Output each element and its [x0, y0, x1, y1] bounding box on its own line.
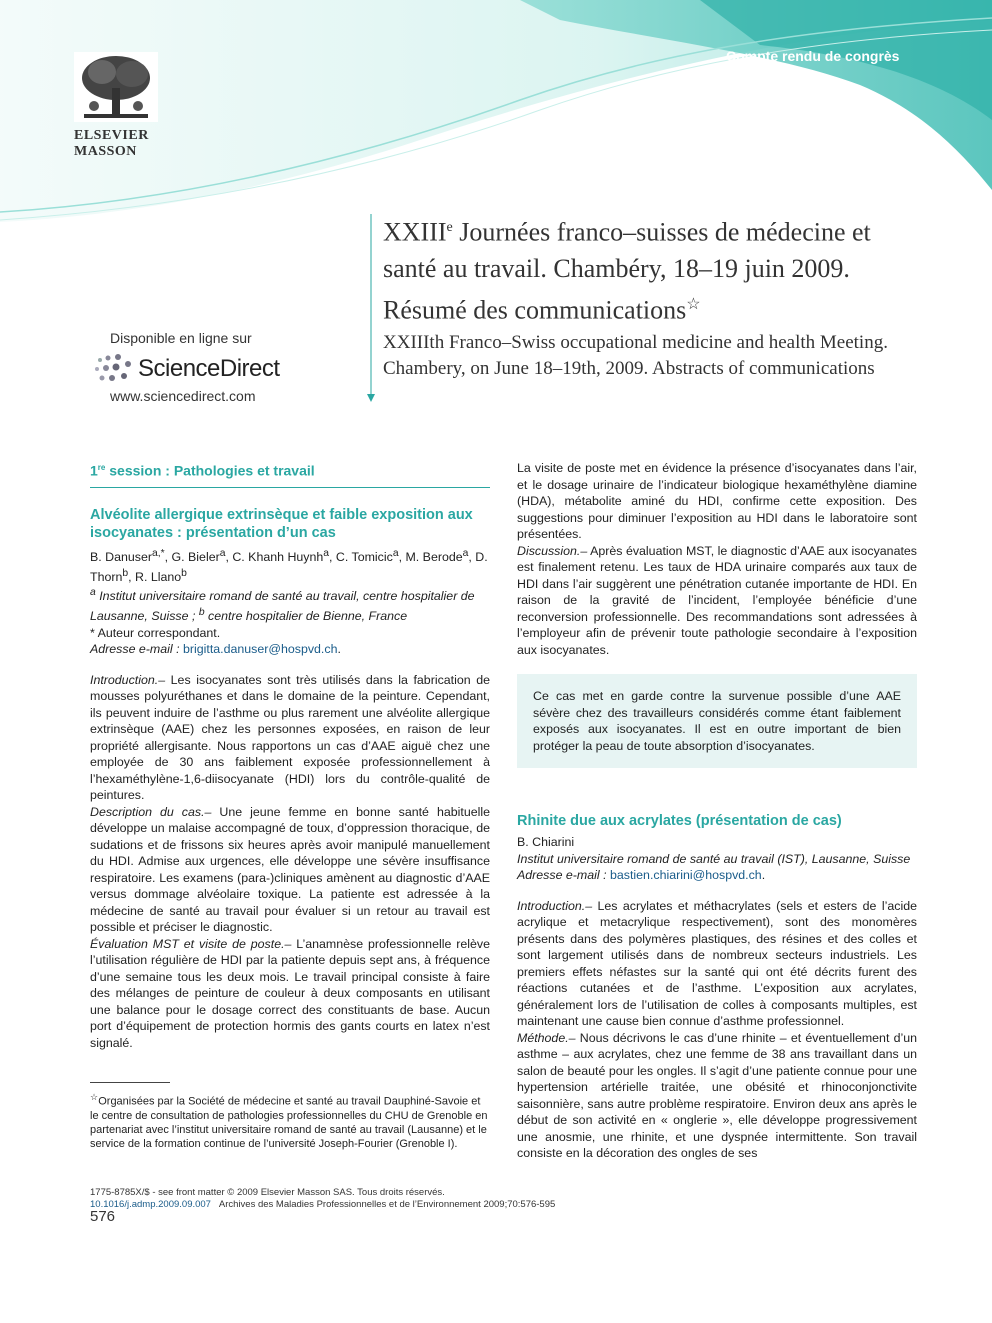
article2-affiliation: Institut universitaire romand de santé au travail (IST), Lausanne, Suisse: [517, 851, 911, 866]
footnote-text: Organisées par la Société de médecine et santé au travail Dauphiné-Savoie et le centre de consultation de pathologies professionnelles du CHU de Grenoble en partenariat avec l’institut universitaire romand de santé au travail (Lausanne) et le service de la formation continue de l’université Joseph-Fourier (Grenoble I).: [90, 1095, 488, 1150]
author-sup: a: [392, 548, 399, 560]
article1-intro: [90, 672, 490, 804]
affil-sup: a: [90, 587, 96, 599]
author-sup: a: [323, 548, 330, 560]
article1-affiliations: [90, 585, 490, 624]
para-text: L’anamnèse professionnelle relève l’utilisation régulière de HDI par la patiente depuis sept ans, à fréquence d’une semaine tous les deux mois. Le travail principal consiste à faire des mélanges de peinture de couleur à deux composants en utilisant une balance pour le dosage correct des constituants de base. Aucun port d’équipement de protection hormis des gants courts en latex n’est signalé.: [90, 936, 490, 1050]
article-title-french: [383, 210, 923, 328]
article1-evaluation: [90, 936, 490, 1052]
article1-authors: [90, 546, 490, 585]
copyright-block: [90, 1187, 790, 1211]
affil-a: Institut universitaire romand de santé au travail, centre hospitalier de Lausanne, Suisse ;: [90, 589, 475, 624]
para-text: Les isocyanates sont très utilisés dans la fabrication de mousses polyuréthanes et dans le domaine de la peinture. Cependant, ils peuvent induire de l’asthme ou plus rarement une alvéolite allergique extrinsèque (AAE) chez les personnes exposées, en raison de leur propriété allergisante. Nous rapportons un cas d’AAE aiguë chez une employée de 30 ans faiblement exposée professionnellement à l’hexaméthylène-1,6-diisocyanate (HDI) lors du contrôle-qualité de peintures.: [90, 672, 490, 803]
author-name: B. Danuser: [90, 550, 152, 565]
elsevier-tree-icon: [74, 52, 158, 122]
section-divider: [90, 487, 490, 488]
footnote-star-icon: ☆: [90, 1092, 99, 1102]
para-text: Les acrylates et méthacrylates (sels et esters de l’acide acrylique et metacrylique respectivement), sont des monomères présents dans des polymères plastiques, des résines et des colles et sont largement utilisés dans de nombreux secteurs industriels. Les premiers effets néfastes sur la santé qui ont été décrits furent des réactions cutanées et de l’asthme. L’exposition aux acrylates, généralement lors de l’utilisation de colles à composants multiples, est maintenant une cause bien connue d’asthme professionnel.: [517, 898, 917, 1028]
author-name: , D. Thorn: [90, 550, 488, 584]
para-label: Introduction.–: [90, 672, 166, 687]
affil-sup: b: [198, 607, 205, 619]
article2-email-line: Adresse e-mail : bastien.chiarini@hospvd.ch.: [517, 868, 766, 882]
para-label: Discussion.–: [517, 543, 588, 558]
author-sup: a: [219, 548, 226, 560]
author-name: , R. Llano: [128, 569, 182, 584]
affil-b: centre hospitalier de Bienne, France: [204, 609, 408, 624]
para-text: Après évaluation MST, le diagnostic d’AAE aux isocyanates est finalement retenu. Les taux de HDA urinaire comparés aux taux de HDI dans l’air suggèrent une pénétration cutanée importante de HDI. En raison de la gravité de l’incident, l’employée bénéficie d’une reconversion professionnelle. Des recommandations sont adressées à l’employeur afin de prévenir toute pathologie secondaire à l’exposition aux isocyanates.: [517, 543, 917, 657]
publisher-name: ELSEVIER: [74, 128, 149, 143]
session-heading: [90, 460, 490, 479]
author-sup: b: [181, 567, 187, 579]
sciencedirect-url[interactable]: www.sciencedirect.com: [110, 388, 256, 404]
page-number: 576: [90, 1208, 116, 1225]
para-text: Une jeune femme en bonne santé habituelle développe un malaise accompagné de toux, d’oppression thoracique, de sudations et de frissons six heures après avoir manipulé manuellement du HDI. Admise aux urgences, elle développe une sévère insuffisance respiratoire. Les examens (para-)cliniques amènent au diagnostic d’AAE versus dommage alvéolaire toxique. La patiente est adressée à la médecine de santé au travail pour évaluer si un retour au travail est possible et préciser le diagnostic.: [90, 804, 491, 935]
author-name: , M. Berode: [398, 550, 463, 565]
para-label: Évaluation MST et visite de poste.–: [90, 936, 292, 951]
author-name: , C. Khanh Huynh: [225, 550, 324, 565]
para-text: Nous décrivons le cas d’une rhinite – et éventuellement d’un asthme – aux acrylates, chez une femme de 38 ans travaillant dans un salon de beauté pour les ongles. Il s’agit d’une patiente connue pour une hypertension artérielle traitée, une obésité et rhinoconjonctivite saisonnière, sans autre problème respiratoire. Environ deux ans après le début de son activité en « onglerie », elle développe progressivement une anosmie, une rhinite, et une dyspnée intermittente. Son travail consiste en la décoration des ongles de ses: [517, 1030, 917, 1160]
article2-intro: [517, 898, 917, 1030]
article2-method: [517, 1030, 917, 1162]
title-superscript: e: [446, 220, 453, 235]
title-star-icon: ☆: [686, 295, 701, 313]
article1-title: Alvéolite allergique extrinsèque et faible exposition aux isocyanates : présentation d’un cas: [90, 507, 473, 542]
journal-citation: Archives des Maladies Professionnelles et de l’Environnement 2009;70:576-595: [218, 1199, 556, 1210]
elsevier-logo: [74, 52, 158, 162]
doi-link[interactable]: 10.1016/j.admp.2009.09.007: [90, 1199, 211, 1210]
email-link[interactable]: brigitta.danuser@hospvd.ch: [182, 642, 338, 657]
right-column: [517, 460, 917, 1162]
footnote: [90, 1090, 490, 1151]
author-sup: b: [122, 567, 129, 579]
session-number: 1: [90, 462, 98, 479]
title-french-text: Journées franco–suisses de médecine et santé au travail. Chambéry, 18–19 juin 2009. Résumé des communications: [383, 217, 871, 325]
email-link[interactable]: bastien.chiarini@hospvd.ch: [609, 868, 762, 882]
author-sup: a: [462, 548, 469, 560]
section-label: Compte rendu de congrès: [726, 48, 900, 64]
sciencedirect-dots-icon: [92, 352, 138, 386]
publisher-imprint: MASSON: [74, 144, 137, 159]
article-title-english: XXIIIth Franco–Swiss occupational medicine and health Meeting. Chambery, on June 18–19th, 2009. Abstracts of communications: [383, 332, 888, 379]
corresponding-author: * Auteur correspondant.: [90, 625, 221, 640]
email-label: Adresse e-mail :: [90, 642, 180, 657]
article1-visit-continued: La visite de poste met en évidence la présence d’isocyanates dans l’air, et le dosage urinaire de l’indicateur biologique hexaméthylène diamine (HDA), métabolite aminé du HDI, confirme cette exposition. Des suggestions pour diminuer l’exposition au HDI dans le laboratoire sont présentées.: [517, 461, 917, 541]
author-name: , C. Tomicic: [329, 550, 393, 565]
left-column: [90, 460, 490, 1051]
article1-description: [90, 804, 490, 936]
para-label: Description du cas.–: [90, 804, 212, 819]
session-number-sup: re: [97, 463, 106, 472]
article1-email-line: Adresse e-mail : brigitta.danuser@hospvd.ch.: [90, 642, 341, 657]
key-message-box: Ce cas met en garde contre la survenue possible d’une AAE sévère chez des travailleurs considérés comme étant faiblement exposés aux isocyanates. Il est en outre important de bien protéger la peau de toute absorption d’isocyanates.: [517, 674, 917, 768]
para-label: Introduction.–: [517, 898, 593, 913]
para-label: Méthode.–: [517, 1030, 576, 1045]
article2-author: B. Chiarini: [517, 835, 575, 849]
author-name: , G. Bieler: [164, 550, 220, 565]
title-arrow-line: [364, 214, 378, 404]
session-title: session : Pathologies et travail: [105, 462, 315, 479]
sciencedirect-block: [92, 330, 302, 404]
footnote-divider: [90, 1082, 170, 1083]
email-label: Adresse e-mail :: [517, 868, 607, 882]
sciencedirect-available-label: Disponible en ligne sur: [110, 330, 252, 346]
article2-title: Rhinite due aux acrylates (présentation de cas): [517, 813, 842, 829]
issn-line: 1775-8785X/$ - see front matter © 2009 Elsevier Masson SAS. Tous droits réservés.: [90, 1187, 445, 1198]
title-roman-numeral: XXIII: [383, 217, 447, 247]
article1-discussion: [517, 543, 917, 659]
author-sup: a,*: [151, 548, 165, 560]
sciencedirect-brand: ScienceDirect: [138, 355, 280, 382]
